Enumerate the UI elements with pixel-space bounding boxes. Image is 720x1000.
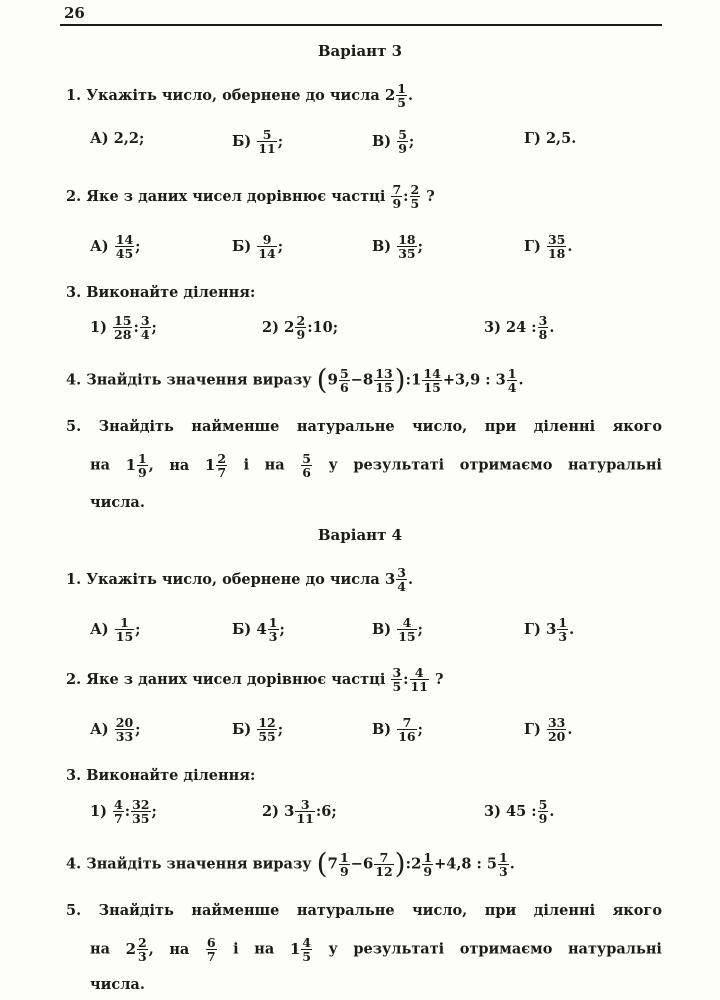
- v3-q3: 3. Виконайте ділення:: [66, 284, 256, 301]
- fraction: $\frac{3}{8}$: [538, 313, 548, 342]
- v4-q2-option-a: А) $\frac{20}{33}$ ;: [90, 715, 141, 744]
- fraction: $\frac{33}{20}$: [547, 715, 566, 744]
- fraction: $\frac{4}{5}$: [302, 935, 311, 964]
- v4-q1-option-c: В) $\frac{4}{15}$ ;: [372, 615, 423, 644]
- v4-q3: 3. Виконайте ділення:: [66, 767, 256, 784]
- fraction: $\frac{14}{15}$: [423, 365, 441, 395]
- v4-q2-option-d: Г) $\frac{33}{20}$ .: [524, 715, 573, 744]
- fraction: $\frac{3}{5}$: [392, 665, 402, 694]
- fraction: $\frac{5}{9}$: [398, 127, 407, 156]
- fraction: $\frac{1}{3}$: [558, 615, 568, 644]
- fraction: $\frac{7}{16}$: [398, 715, 416, 744]
- fraction: $\frac{20}{33}$: [115, 715, 134, 744]
- v3-q2-option-d: Г) $\frac{35}{18}$ .: [524, 232, 573, 261]
- fraction: $\frac{1}{3}$: [499, 849, 508, 879]
- fraction: $\frac{14}{45}$: [115, 232, 134, 261]
- fraction: $\frac{1}{9}$: [423, 849, 433, 879]
- v3-q4: 4. Знайдіть значення виразу (9 $\frac{5}{6}$ −8 $\frac{13}{15}$ ):1 $\frac{14}{15}$ +3,9 : 3 $\frac{1}{4}$ .: [66, 363, 524, 396]
- fraction: $\frac{5}{6}$: [339, 365, 349, 395]
- v4-q1-option-b: Б) 4 $\frac{1}{3}$ ;: [232, 615, 285, 644]
- v3-q1-option-a: А) 2,2;: [90, 130, 145, 147]
- fraction: $\frac{12}{55}$: [258, 715, 276, 744]
- v3-q1-option-b: Б) $\frac{5}{11}$ ;: [232, 127, 284, 156]
- header-rule: [60, 24, 662, 26]
- fraction: $\frac{3}{4}$: [397, 565, 406, 594]
- fraction: $\frac{2}{3}$: [138, 935, 147, 964]
- v4-q2: 2. Яке з даних чисел дорівнює частці $\frac{3}{5}$ : $\frac{4}{11}$ ?: [66, 665, 444, 694]
- fraction: $\frac{4}{15}$: [398, 615, 416, 644]
- fraction: $\frac{13}{15}$: [375, 365, 393, 395]
- v4-q3-item-2: 2) 3 $\frac{3}{11}$ :6;: [262, 797, 337, 826]
- v4-q5-line1: 5. Знайдіть найменше натуральне число, при діленні якого: [66, 902, 662, 919]
- fraction: $\frac{2}{5}$: [410, 182, 420, 211]
- fraction: $\frac{2}{9}$: [296, 313, 306, 342]
- v3-q5-line3: числа.: [90, 494, 145, 511]
- v4-q1: 1. Укажіть число, обернене до числа 3 $\frac{3}{4}$ .: [66, 565, 414, 594]
- v3-q1: 1. Укажіть число, обернене до числа 2 $\frac{1}{5}$ .: [66, 81, 414, 110]
- fraction: $\frac{9}{14}$: [258, 232, 276, 261]
- fraction: $\frac{5}{11}$: [258, 127, 276, 156]
- fraction: $\frac{7}{9}$: [392, 182, 402, 211]
- fraction: $\frac{15}{28}$: [114, 313, 132, 342]
- fraction: $\frac{32}{35}$: [132, 797, 150, 826]
- fraction: $\frac{1}{3}$: [268, 615, 278, 644]
- v3-q2-option-a: А) $\frac{14}{45}$ ;: [90, 232, 141, 261]
- variant-4-title: Варіант 4: [317, 526, 403, 544]
- v3-q1-option-d: Г) 2,5.: [524, 130, 577, 147]
- v3-q2: 2. Яке з даних чисел дорівнює частці $\frac{7}{9}$ : $\frac{2}{5}$ ?: [66, 182, 435, 211]
- fraction: $\frac{1}{9}$: [138, 451, 147, 480]
- v4-q4: 4. Знайдіть значення виразу (7 $\frac{1}{9}$ −6 $\frac{7}{12}$ ):2 $\frac{1}{9}$ +4,8 : 5 $\frac{1}{3}$ .: [66, 847, 515, 880]
- v4-q2-option-b: Б) $\frac{12}{55}$ ;: [232, 715, 284, 744]
- v3-q1-option-c: В) $\frac{5}{9}$ ;: [372, 127, 415, 156]
- fraction: $\frac{7}{12}$: [375, 849, 393, 879]
- fraction: $\frac{1}{9}$: [339, 849, 349, 879]
- v3-q5-line1: 5. Знайдіть найменше натуральне число, при діленні якого: [66, 418, 662, 435]
- fraction: $\frac{4}{7}$: [114, 797, 123, 826]
- fraction: $\frac{1}{4}$: [507, 365, 517, 395]
- v4-q2-option-c: В) $\frac{7}{16}$ ;: [372, 715, 423, 744]
- v3-q3-item-2: 2) 2 $\frac{2}{9}$ :10;: [262, 313, 339, 342]
- page-number: 26: [64, 4, 85, 22]
- v3-q2-option-b: Б) $\frac{9}{14}$ ;: [232, 232, 284, 261]
- fraction: $\frac{1}{15}$: [115, 615, 134, 644]
- fraction: $\frac{4}{11}$: [410, 665, 428, 694]
- fraction: $\frac{6}{7}$: [206, 935, 216, 964]
- v3-q2-option-c: В) $\frac{18}{35}$ ;: [372, 232, 423, 261]
- variant-3-title: Варіант 3: [317, 42, 403, 60]
- v3-q5-line2: на 1 $\frac{1}{9}$ , на 1 $\frac{2}{7}$ і на $\frac{5}{6}$ у результаті отримаємо натуральні: [90, 451, 662, 480]
- v3-q3-item-1: 1) $\frac{15}{28}$ : $\frac{3}{4}$ ;: [90, 313, 157, 342]
- v4-q1-option-d: Г) 3 $\frac{1}{3}$ .: [524, 615, 575, 644]
- fraction: $\frac{35}{18}$: [547, 232, 566, 261]
- v4-q1-option-a: А) $\frac{1}{15}$ ;: [90, 615, 141, 644]
- v4-q5-line3: числа.: [90, 976, 145, 993]
- fraction: $\frac{1}{5}$: [397, 81, 406, 110]
- fraction: $\frac{3}{11}$: [296, 797, 314, 826]
- v3-q3-item-3: 3) 24 : $\frac{3}{8}$ .: [484, 313, 555, 342]
- fraction: $\frac{5}{9}$: [538, 797, 548, 826]
- v4-q5-line2: на 2 $\frac{2}{3}$ , на $\frac{6}{7}$ і на 1 $\frac{4}{5}$ у результаті отримаємо натуральні: [90, 935, 662, 964]
- fraction: $\frac{3}{4}$: [140, 313, 150, 342]
- fraction: $\frac{2}{7}$: [217, 451, 227, 480]
- fraction: $\frac{18}{35}$: [398, 232, 416, 261]
- v4-q3-item-3: 3) 45 : $\frac{5}{9}$ .: [484, 797, 555, 826]
- fraction: $\frac{5}{6}$: [302, 451, 311, 480]
- v4-q3-item-1: 1) $\frac{4}{7}$ : $\frac{32}{35}$ ;: [90, 797, 157, 826]
